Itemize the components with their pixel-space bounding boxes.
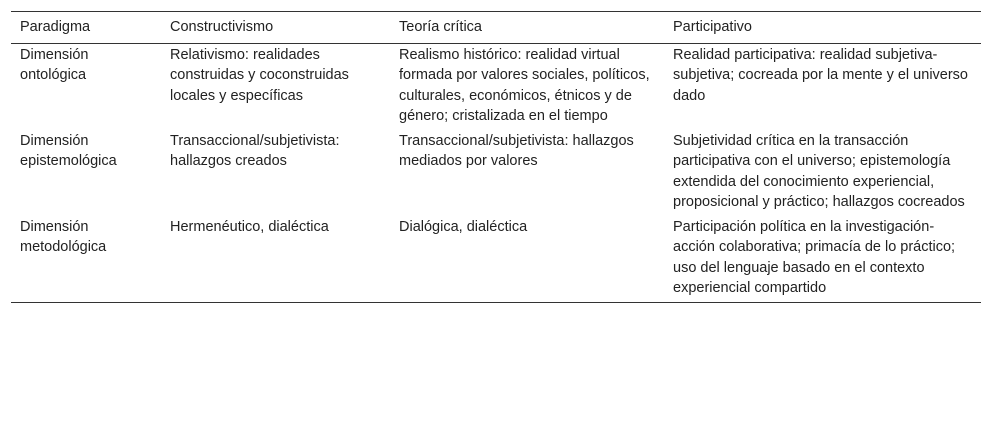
table-body <box>11 43 981 302</box>
table-cell: Dialógica, dialéctica <box>399 218 528 235</box>
paradigms-table-container <box>11 11 981 303</box>
table-cell: Hermenéutico, dialéctica <box>170 218 329 235</box>
table-row <box>11 43 981 130</box>
table-cell: Realidad participativa: realidad subjetiva-subjetiva; cocreada por la mente y el universo dado <box>673 46 968 104</box>
table-cell: Realismo histórico: realidad virtual formada por valores sociales, políticos, culturales, económicos, étnicos y de género; cristalizada en el tiempo <box>399 46 650 124</box>
header-paradigma: Paradigma <box>20 19 91 35</box>
table-row <box>11 216 981 303</box>
table-cell: Transaccional/subjetivista: hallazgos creados <box>170 132 340 169</box>
row-label-epistemologica: Dimensión epistemológica <box>20 132 117 169</box>
paradigms-table <box>11 11 981 303</box>
table-cell: Relativismo: realidades construidas y coconstruidas locales y específicas <box>170 46 349 104</box>
header-teoria-critica: Teoría crítica <box>399 19 482 35</box>
header-participativo: Participativo <box>673 19 752 35</box>
table-cell: Transaccional/subjetivista: hallazgos mediados por valores <box>399 132 634 169</box>
header-constructivismo: Constructivismo <box>170 19 274 35</box>
table-row <box>11 130 981 216</box>
table-cell: Subjetividad crítica en la transacción participativa con el universo; epistemología extendida del conocimiento experiencial, proposicional y práctico; hallazgos cocreados <box>673 132 965 210</box>
row-label-metodologica: Dimensión metodológica <box>20 218 107 255</box>
table-header <box>11 12 981 44</box>
header-row <box>11 12 981 44</box>
row-label-ontologica: Dimensión ontológica <box>20 46 89 83</box>
table-cell: Participación política en la investigación-acción colaborativa; primacía de lo práctico; uso del lenguaje basado en el contexto experiencial compartido <box>673 218 956 296</box>
